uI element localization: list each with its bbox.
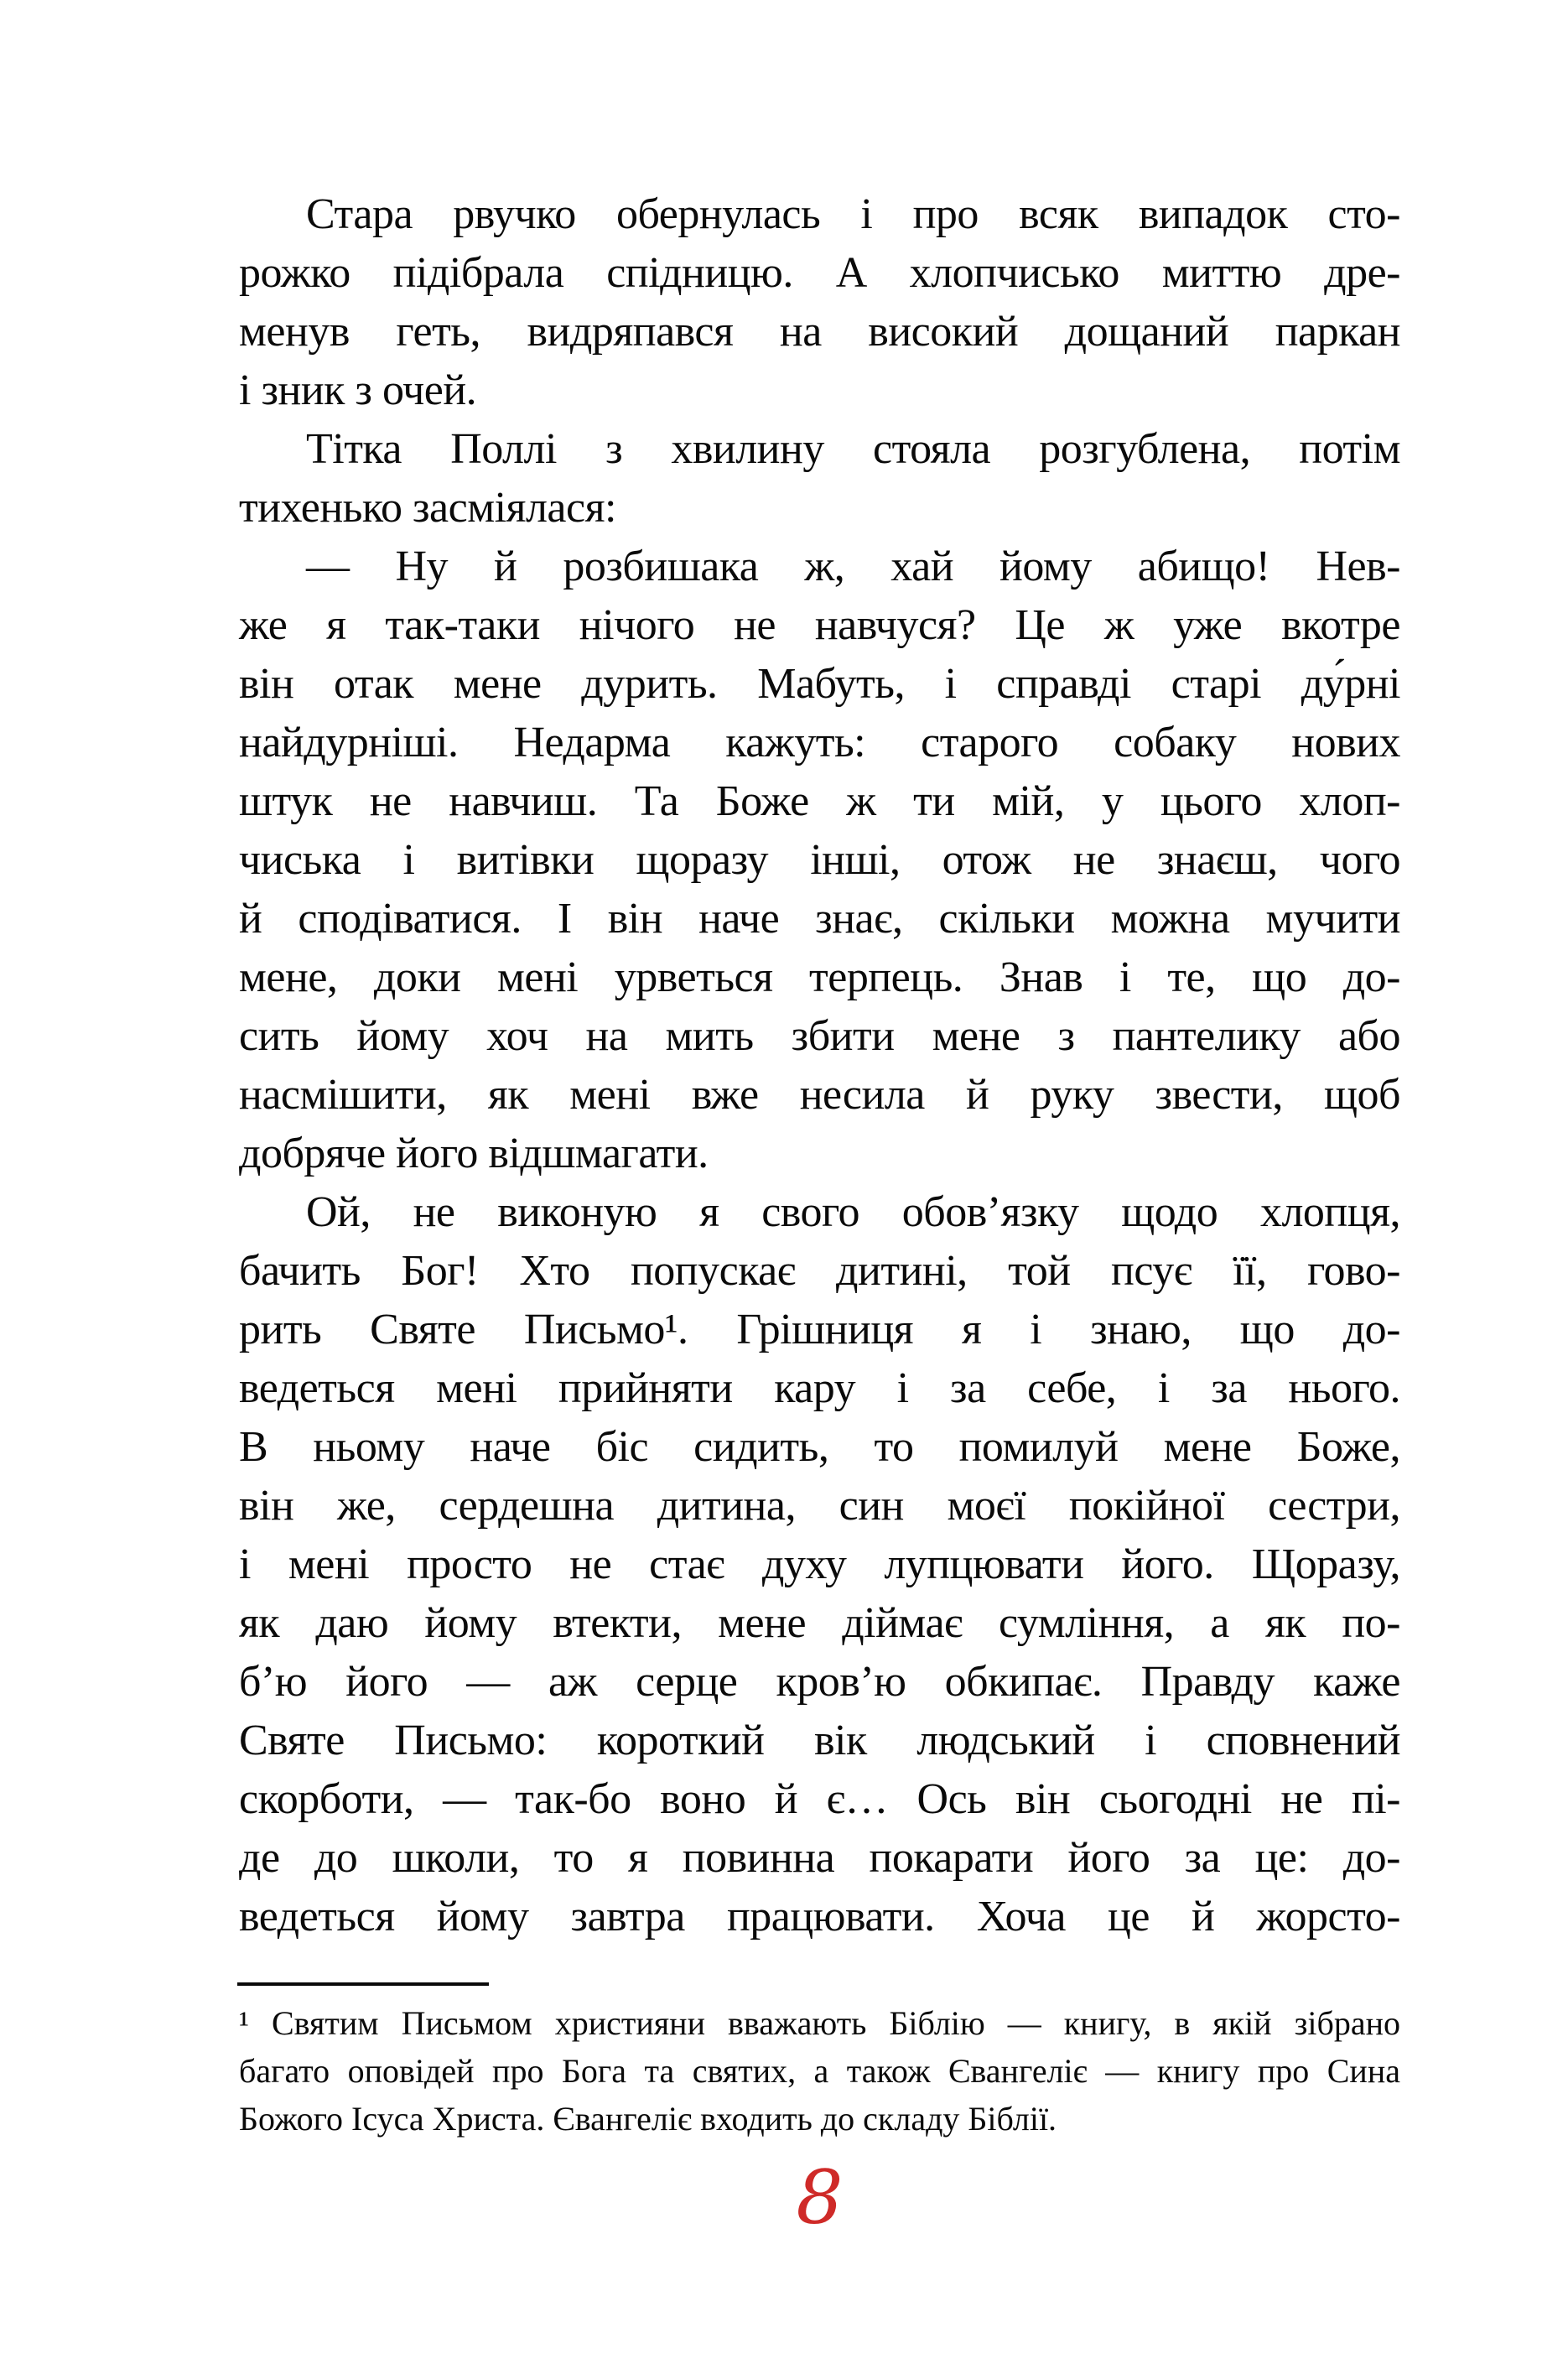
text-line: ¹ Святим Письмом християни вважають Біблію — книгу, в якій зібрано bbox=[239, 2004, 1400, 2042]
text-line: насмішити, як мені вже несила й руку звести, щоб bbox=[239, 1071, 1400, 1119]
text-line: багато оповідей про Бога та святих, а також Євангеліє — книгу про Сина bbox=[239, 2052, 1400, 2090]
body-text-block bbox=[239, 185, 1400, 1946]
text-line: же я так-таки нічого не навчуся? Це ж уже вкотре bbox=[239, 601, 1400, 649]
text-line: рить Святе Письмо¹. Грішниця я і знаю, що до- bbox=[239, 1306, 1400, 1353]
text-line: скорботи, — так-бо воно й є… Ось він сьогодні не пі- bbox=[239, 1775, 1400, 1823]
text-line: тихенько засміялася: bbox=[239, 484, 616, 532]
text-line: б’ю його — аж серце кров’ю обкипає. Правду каже bbox=[239, 1658, 1400, 1706]
text-line: він же, сердешна дитина, син моєї покійної сестри, bbox=[239, 1482, 1400, 1530]
text-line: найдурніші. Недарма кажуть: старого собаку нових bbox=[239, 719, 1400, 766]
text-line: і зник з очей. bbox=[239, 366, 477, 414]
text-line: Святе Письмо: короткий вік людський і сповнений bbox=[239, 1717, 1400, 1764]
text-line: чиська і витівки щоразу інші, отож не знаєш, чого bbox=[239, 836, 1400, 884]
text-line: де до школи, то я повинна покарати його за це: до- bbox=[239, 1834, 1400, 1882]
text-line: як даю йому втекти, мене діймає сумління, а як по- bbox=[239, 1599, 1400, 1647]
text-line: бачить Бог! Хто попускає дитині, той псує її, гово- bbox=[239, 1247, 1400, 1295]
footnote-block bbox=[239, 1999, 1400, 2143]
text-line: мене, доки мені урветься терпець. Знав і те, що до- bbox=[239, 953, 1400, 1001]
text-line: і мені просто не стає духу лупцювати його. Щоразу, bbox=[239, 1540, 1400, 1588]
text-line: добряче його відшмагати. bbox=[239, 1130, 709, 1177]
text-line: сить йому хоч на мить збити мене з пантелику або bbox=[239, 1012, 1400, 1060]
text-line: В ньому наче біс сидить, то помилуй мене Боже, bbox=[239, 1423, 1400, 1471]
text-line: він отак мене дурить. Мабуть, і справді старі ду́рні bbox=[239, 660, 1400, 708]
text-line: Тітка Поллі з хвилину стояла розгублена, потім bbox=[306, 425, 1400, 473]
page-number: 8 bbox=[796, 2154, 844, 2241]
text-line: й сподіватися. І він наче знає, скільки можна мучити bbox=[239, 895, 1400, 943]
text-line: ведеться йому завтра працювати. Хоча це й жорсто- bbox=[239, 1893, 1400, 1940]
text-line: Ой, не виконую я свого обов’язку щодо хлопця, bbox=[306, 1188, 1400, 1236]
text-line: ведеться мені прийняти кару і за себе, і за нього. bbox=[239, 1364, 1400, 1412]
text-line: Стара рвучко обернулась і про всяк випадок сто- bbox=[306, 190, 1400, 238]
text-line: рожко підібрала спідницю. А хлопчисько миттю дре- bbox=[239, 249, 1400, 297]
text-line: — Ну й розбишака ж, хай йому абищо! Нев- bbox=[306, 543, 1400, 590]
text-line: менув геть, видряпався на високий дощаний паркан bbox=[239, 308, 1400, 356]
text-line: Божого Ісуса Христа. Євангеліє входить до складу Біблії. bbox=[239, 2100, 1057, 2138]
text-line: штук не навчиш. Та Боже ж ти мій, у цього хлоп- bbox=[239, 777, 1400, 825]
footnote-separator bbox=[237, 1982, 489, 1986]
